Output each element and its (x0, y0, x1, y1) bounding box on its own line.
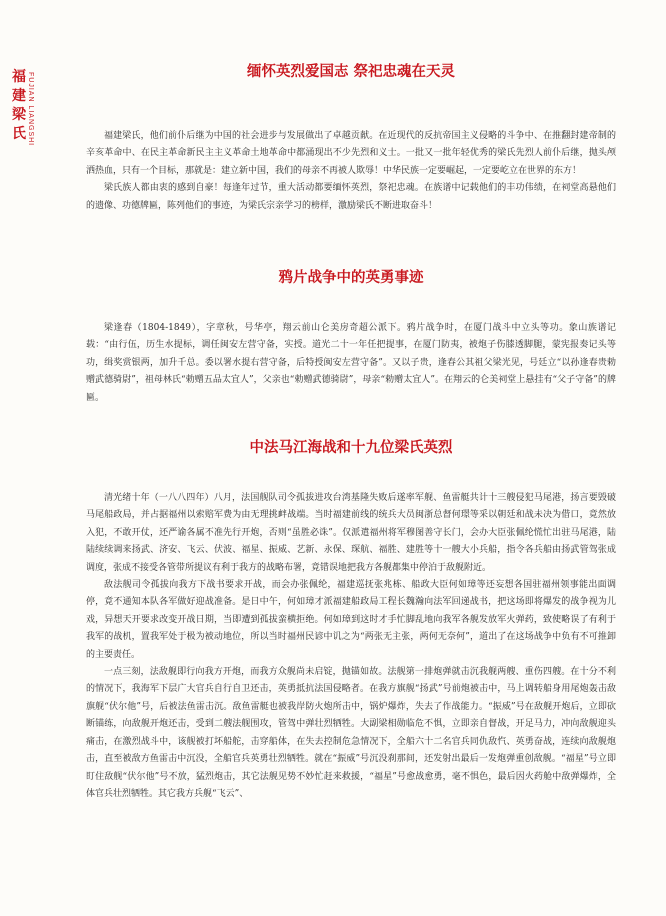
paragraph: 梁逢春（1804-1849），字章秋，号华亭，翔云前山仑美房奇超公派下。鸦片战争时，在厦门战斗中立头等功。象山族谱记载：“由行伍，历生水提标，调任闽安左营守备，实授。道光二十一年任把提事，在厦门防夷，被炮子伤膝透脚腿，蒙宪报奏记头等功，缉奖赏银两，加升千总。委以署水提右营守备，后特授闽安左营守备”。又以子贵，逢春公其祖父梁光见，号廷立“以孙逢春贵勅赠武德骑尉”，祖母林氏“勅赠五品太宜人”，父亲也“勅赠武德骑尉”，母亲“勅赠太宜人”。在翔云的仑美祠堂上悬挂有“父子守备”的牌匾。 (86, 323, 616, 403)
paragraph: 清光绪十年（一八八四年）八月，法国舰队司令孤拔进攻台湾基隆失败后遂率军舰、鱼雷艇共计十三艘侵犯马尾港，扬言要毁破马尾船政局，并占据福州以索赔军费为由无理挑衅战端。当时福建前线的统兵大员闽浙总督何璟等采以朝廷和战未决为借口，竟然放入犯，不敢开仗，还严谕各属不准先行开炮，否则“虽胜必诛”。仅派遣福州将军穆图善守长门，会办大臣张佩纶慌忙出驻马尾港，陆陆续续调来扬武、济安、飞云、伏波、福星、振威、艺新、永保、琛航、福胜、建胜等十一艘大小兵船，指令各兵船由扬武管驾张成调度，张成不接受各管带所提议有利于我方的战略布署，竟错误地把我方各舰都集中停泊于敌舰附近。 (86, 493, 616, 573)
section-mawei-battle (86, 438, 616, 803)
section-title: 缅怀英烈爱国志 祭祀忠魂在天灵 (246, 63, 456, 80)
section-title: 鸦片战争中的英勇事迹 (278, 269, 424, 286)
paragraph: 福建梁氏，他们前仆后继为中国的社会进步与发展做出了卓越贡献。在近现代的反抗帝国主义侵略的斗争中、在推翻封建帝制的辛亥革命中、在民主革命新民主主义革命土地革命中都涌现出不少先烈和义士。一批又一批年轻优秀的梁氏先烈人前仆后继，抛头颅洒热血，只有一个目标，那就是：建立新中国，我们的母亲不再被人欺辱！中华民族一定要崛起，一定要屹立在世界的东方！ (86, 131, 616, 176)
paragraph: 一点三刻，法敌舰即行向我方开炮，而我方众舰尚未启锭，抛锚如故。法舰第一排炮弹就击沉我舰两艘、重伤四艘。在十分不利的情况下，我海军下层广大官兵自行自卫还击，英勇抵抗法国侵略者。在我方旗舰“扬武”号前炮被击中，马上调转船身用尾炮轰击敌旗舰“伏尔他”号，后被法鱼雷击沉。敌鱼雷艇也被我岸防火炮所击中，锅炉爆炸，失去了作战能力。“振威”号在敌舰开炮后，立即砍断锚练，向敌舰开炮还击，受到二艘法舰围攻，管驾中弹壮烈牺牲。大副梁相勋临危不惧，立即亲自督战，开足马力，冲向敌舰迎头痛击，在激烈战斗中，该舰被打坏船舵，击穿船体，在失去控制危急情况下，全船六十二名官兵同仇敌忾、英勇奋战，连续向敌舰炮击，直至被敌方鱼雷击中沉没，全船官兵英勇壮烈牺牲。就在“振威”号沉没刹那间，还发射出最后一发炮弹重创敌舰。“福星”号立即盯住敌舰“伏尔他”号不放，猛烈炮击，其它法舰见势不妙忙赶来救援，“福星”号愈战愈勇，毫不惧色，最后因火药舱中敌弹爆炸，全体官兵壮烈牺牲。其它我方兵舰“飞云”、 (86, 667, 616, 799)
paragraph: 梁氏族人都由衷的感到自豪！每逢年过节，重大活动都要缅怀英烈，祭祀忠魂。在族谱中记载他们的丰功伟绩，在祠堂高悬他们的遗像、功德牌匾，陈列他们的事迹，为梁氏宗亲学习的榜样，激励梁氏不断进取奋斗！ (86, 183, 616, 211)
section-opium-war (86, 268, 616, 407)
brand-title: 福建梁氏 (12, 69, 26, 142)
brand-pinyin: FUJIAN LIANGSHI (27, 72, 34, 147)
paragraph: 敌法舰司令孤拔向我方下战书要求开战，而会办张佩纶，福建巡抚张兆栋、船政大臣何如璋等还妄想各国驻福州领事能出面调停，竟不通知本队各军做好迎战准备。是日中午，何如璋才派福建船政局工程长魏瀚向法军回递战书，把这场即将爆发的战争视为儿戏，异想天开要求改变开战日期，当即遭到孤拔蛮横拒绝。何如璋到这时才手忙脚乱地向我军各舰发放军火弹药，致使略误了有利于我军的战机，置我军处于极为被动地位，所以当时福州民谚中讥之为“两张无主张，两何无奈何”，道出了在这场战争中负有不可推卸的主要责任。 (86, 580, 616, 660)
section-memorial (86, 62, 616, 215)
section-title: 中法马江海战和十九位梁氏英烈 (249, 439, 453, 456)
